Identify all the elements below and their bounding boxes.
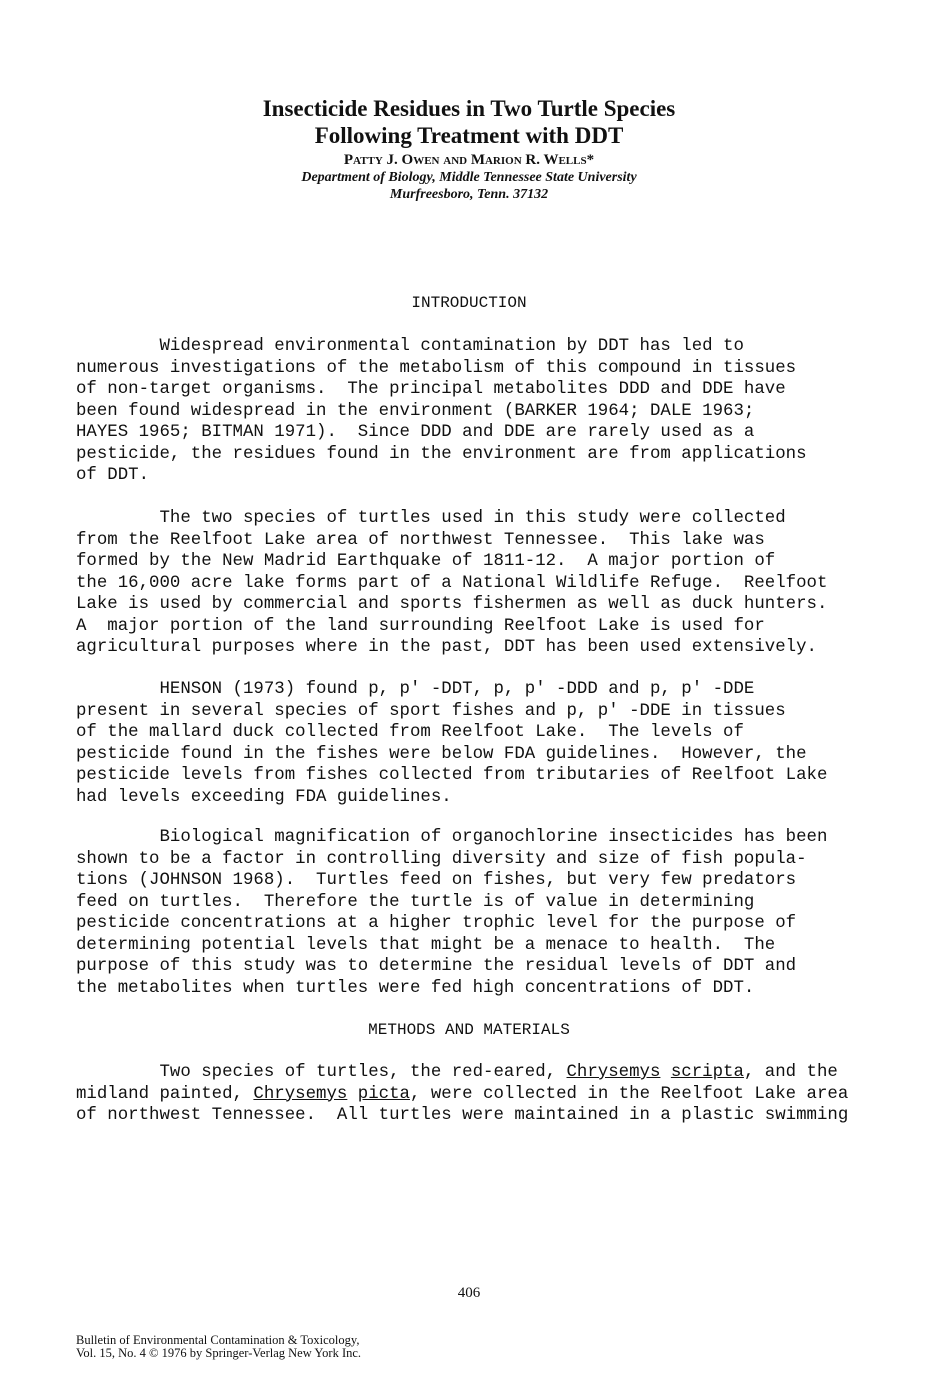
- paragraph-5: [76, 1062, 876, 1127]
- paragraph-2: The two species of turtles used in this study were collected from the Reelfoot Lake area of northwest Tennessee. This lake was formed by the New Madrid Earthquake of 1811-12. A major portion of the 16,000 acre lake forms part of a National Wildlife Refuge. Reelfoot Lake is used by commercial and sports fishermen as well as duck hunters. A major portion of the land surrounding Reelfoot Lake is used for agricultural purposes where in the past, DDT has been used extensively.: [76, 509, 828, 657]
- paragraph-3: HENSON (1973) found p, p' -DDT, p, p' -DDD and p, p' -DDE present in several species of sport fishes and p, p' -DDE in tissues of the mallard duck collected from Reelfoot Lake. The levels of pesticide found in the fishes were below FDA guidelines. However, the pesticide levels from fishes collected from tributaries of Reelfoot Lake had levels exceeding FDA guidelines.: [76, 680, 828, 807]
- affiliation-line-1: Department of Biology, Middle Tennessee State University: [301, 170, 637, 185]
- paragraph-1: Widespread environmental contamination by DDT has led to numerous investigations of the metabolism of this compound in tissues of non-target organisms. The principal metabolites DDD and DDE have been found widespread in the environment (BARKER 1964; DALE 1963; HAYES 1965; BITMAN 1971). Since DDD and DDE are rarely used as a pesticide, the residues found in the environment are from applications of DDT.: [76, 337, 807, 485]
- journal-footer: [76, 1334, 361, 1360]
- introduction-heading: INTRODUCTION: [411, 294, 527, 312]
- paragraph-5-text-e: , and the midland painted,: [76, 1063, 838, 1104]
- footer-line-1: Bulletin of Environmental Contamination & Toxicology,: [76, 1333, 360, 1347]
- authors: Patty J. Owen and Marion R. Wells*: [343, 152, 595, 168]
- paragraph-5-text-i: , were collected in the Reelfoot Lake area of northwest Tennessee. All turtles were maintained in a plastic swimming: [76, 1084, 849, 1125]
- paper-title-line-2: Following Treatment with DDT: [314, 123, 624, 148]
- species-name-picta: picta: [357, 1084, 410, 1104]
- species-genus-2: Chrysemys: [253, 1084, 348, 1104]
- page-number: 406: [457, 1285, 481, 1301]
- space: [347, 1085, 357, 1104]
- paragraph-5-text-a: Two species of turtles, the red-eared,: [76, 1063, 567, 1082]
- space: [660, 1063, 670, 1082]
- species-name-scripta: scripta: [670, 1063, 744, 1082]
- paper-title-line-1: Insecticide Residues in Two Turtle Species: [262, 96, 676, 121]
- paper-header: [0, 95, 938, 203]
- paragraph-4: Biological magnification of organochlorine insecticides has been shown to be a factor in controlling diversity and size of fish popula- tions (JOHNSON 1968). Turtles feed on fishes, but very few predators feed on turtles. Therefore the turtle is of value in determining pesticide concentrations at a higher trophic level for the purpose of determining potential levels that might be a menace to health. The purpose of this study was to determine the residual levels of DDT and the metabolites when turtles were fed high concentrations of DDT.: [76, 828, 828, 998]
- methods-heading: METHODS AND MATERIALS: [368, 1021, 570, 1039]
- species-genus-1: Chrysemys: [566, 1063, 661, 1082]
- footer-line-2: Vol. 15, No. 4 © 1976 by Springer-Verlag New York Inc.: [76, 1346, 362, 1360]
- affiliation-line-2: Murfreesboro, Tenn. 37132: [389, 187, 549, 202]
